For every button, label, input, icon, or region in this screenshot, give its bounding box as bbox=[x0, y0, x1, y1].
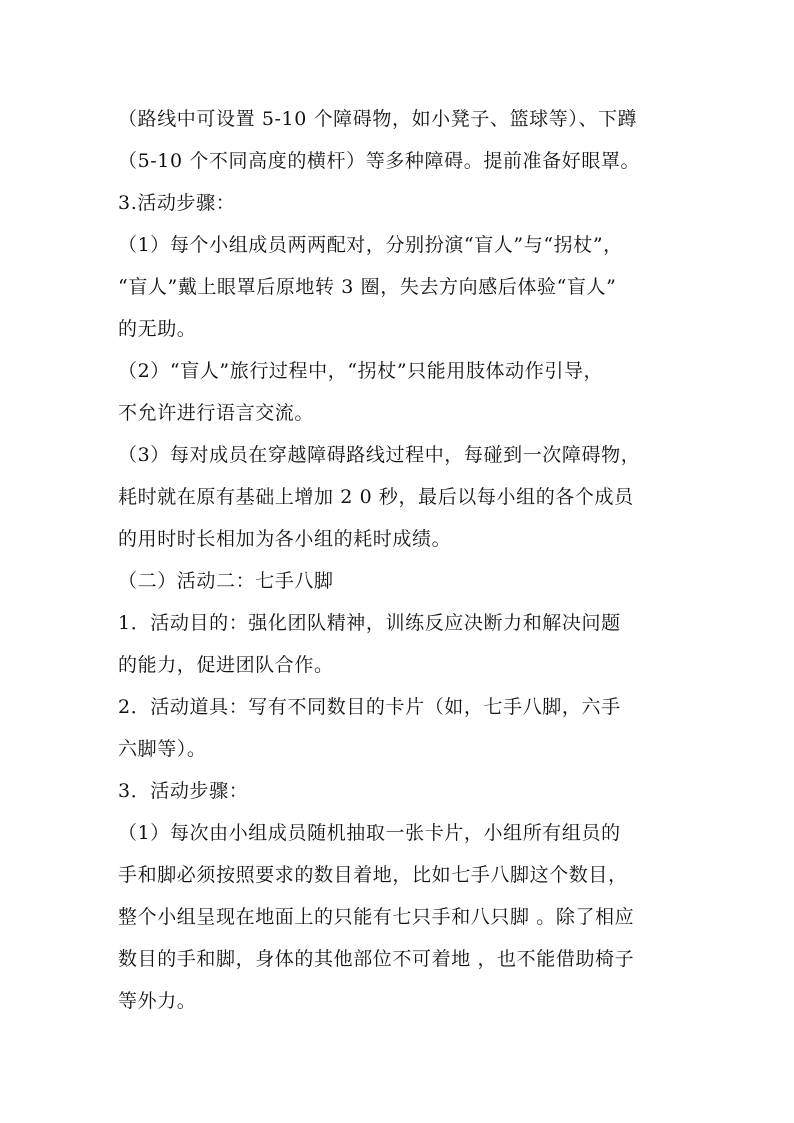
text-line: 耗时就在原有基础上增加 2 0 秒，最后以每小组的各个成员 bbox=[118, 486, 634, 508]
text-line: （2）“盲人”旅行过程中，“拐杖”只能用肢体动作引导， bbox=[118, 360, 604, 382]
text-line: 手和脚必须按照要求的数目着地，比如七手八脚这个数目， bbox=[118, 864, 628, 886]
text-line: 不允许进行语言交流。 bbox=[118, 402, 315, 424]
text-line: 的无助。 bbox=[118, 318, 197, 340]
section-heading: 3．活动步骤： bbox=[118, 780, 249, 802]
text-line: （1）每个小组成员两两配对，分别扮演“盲人”与“拐杖”， bbox=[118, 234, 623, 256]
text-line: 的能力，促进团队合作。 bbox=[118, 654, 334, 676]
text-line: 2．活动道具：写有不同数目的卡片（如，七手八脚，六手 bbox=[118, 696, 621, 718]
text-line: （3）每对成员在穿越障碍路线过程中，每碰到一次障碍物， bbox=[118, 444, 641, 466]
text-line: “盲人”戴上眼罩后原地转 3 圈，失去方向感后体验“盲人” bbox=[118, 276, 617, 298]
text-line: （1）每次由小组成员随机抽取一张卡片，小组所有组员的 bbox=[118, 822, 621, 844]
text-line: 等外力。 bbox=[118, 990, 197, 1012]
text-line: （路线中可设置 5-10 个障碍物，如小凳子、篮球等）、下蹲 bbox=[118, 108, 638, 130]
section-heading: （二）活动二：七手八脚 bbox=[118, 570, 334, 592]
text-line: 数目的手和脚，身体的其他部位不可着地 ，也不能借助椅子 bbox=[118, 948, 635, 970]
text-line: 的用时时长相加为各小组的耗时成绩。 bbox=[118, 528, 452, 550]
text-line: （5-10 个不同高度的横杆）等多种障碍。提前准备好眼罩。 bbox=[118, 150, 641, 172]
text-line: 整个小组呈现在地面上的只能有七只手和八只脚 。除了相应 bbox=[118, 906, 635, 928]
section-heading: 3.活动步骤： bbox=[118, 192, 236, 214]
text-line: 1．活动目的：强化团队精神，训练反应决断力和解决问题 bbox=[118, 612, 621, 634]
text-line: 六脚等）。 bbox=[118, 738, 207, 760]
